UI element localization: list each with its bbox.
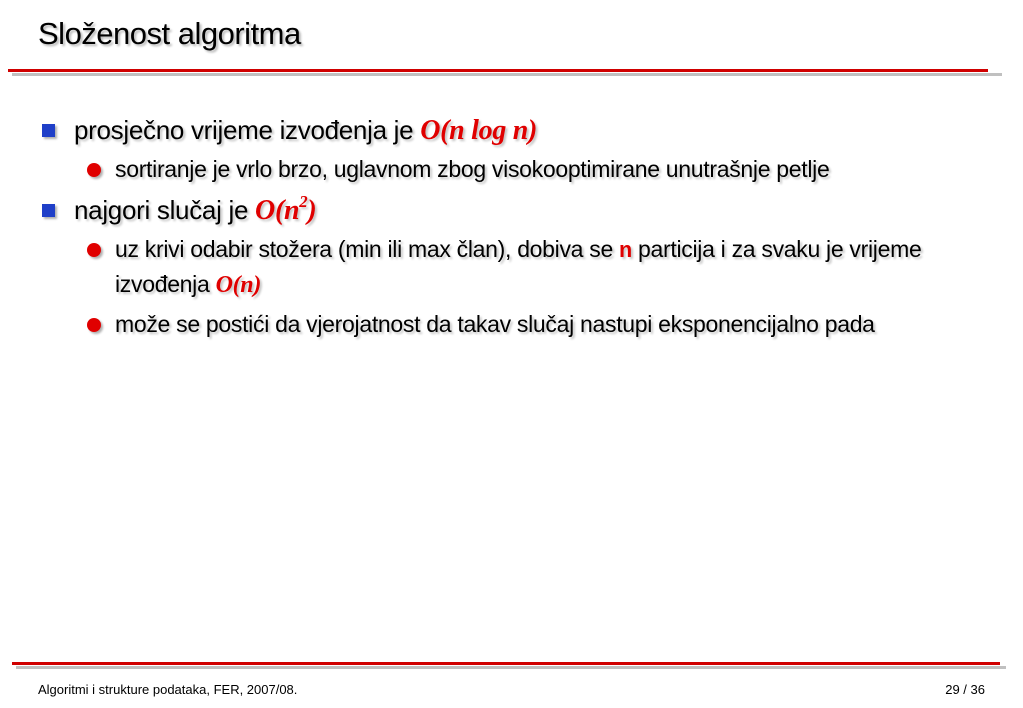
title-rule	[8, 69, 988, 72]
subitem-probability	[40, 308, 990, 341]
subitem-text: može se postići da vjerojatnost da takav slučaj nastupi eksponencijalno pada	[115, 311, 875, 337]
slide-title: Složenost algoritma	[38, 16, 301, 51]
title-rule-shadow	[12, 73, 1002, 76]
formula-base: O(n	[255, 195, 300, 226]
subitem-bad-pivot	[40, 233, 990, 302]
square-bullet-icon	[42, 204, 55, 217]
code-variable: n	[619, 239, 632, 264]
subitem-text: sortiranje je vrlo brzo, uglavnom zbog visokooptimirane unutrašnje petlje	[115, 156, 830, 182]
slide-content	[40, 112, 990, 347]
round-bullet-icon	[87, 318, 101, 332]
bullet-item-worst-case	[40, 192, 990, 229]
complexity-formula	[255, 192, 317, 226]
formula-close: )	[307, 195, 317, 226]
bullet-item-average	[40, 112, 990, 149]
formula-exponent: 2	[299, 192, 308, 211]
subitem-text-a: uz krivi odabir stožera (min ili max član), dobiva se	[115, 236, 620, 262]
page-number: 29 / 36	[945, 682, 985, 697]
subitem-fast-sorting	[40, 153, 990, 186]
bullet-text: prosječno vrijeme izvođenja je	[74, 115, 421, 145]
bullet-text: najgori slučaj je	[74, 195, 256, 225]
round-bullet-icon	[87, 243, 101, 257]
subitem-text-b: particija i za svaku je vrijeme izvođenja	[115, 236, 922, 297]
footer-course: Algoritmi i strukture podataka, FER, 2007/08.	[38, 682, 298, 697]
round-bullet-icon	[87, 163, 101, 177]
footer-rule	[12, 662, 1000, 665]
complexity-formula: O(n log n)	[420, 115, 538, 146]
footer-rule-shadow	[16, 666, 1006, 669]
square-bullet-icon	[42, 124, 55, 137]
complexity-formula: O(n)	[215, 272, 262, 298]
